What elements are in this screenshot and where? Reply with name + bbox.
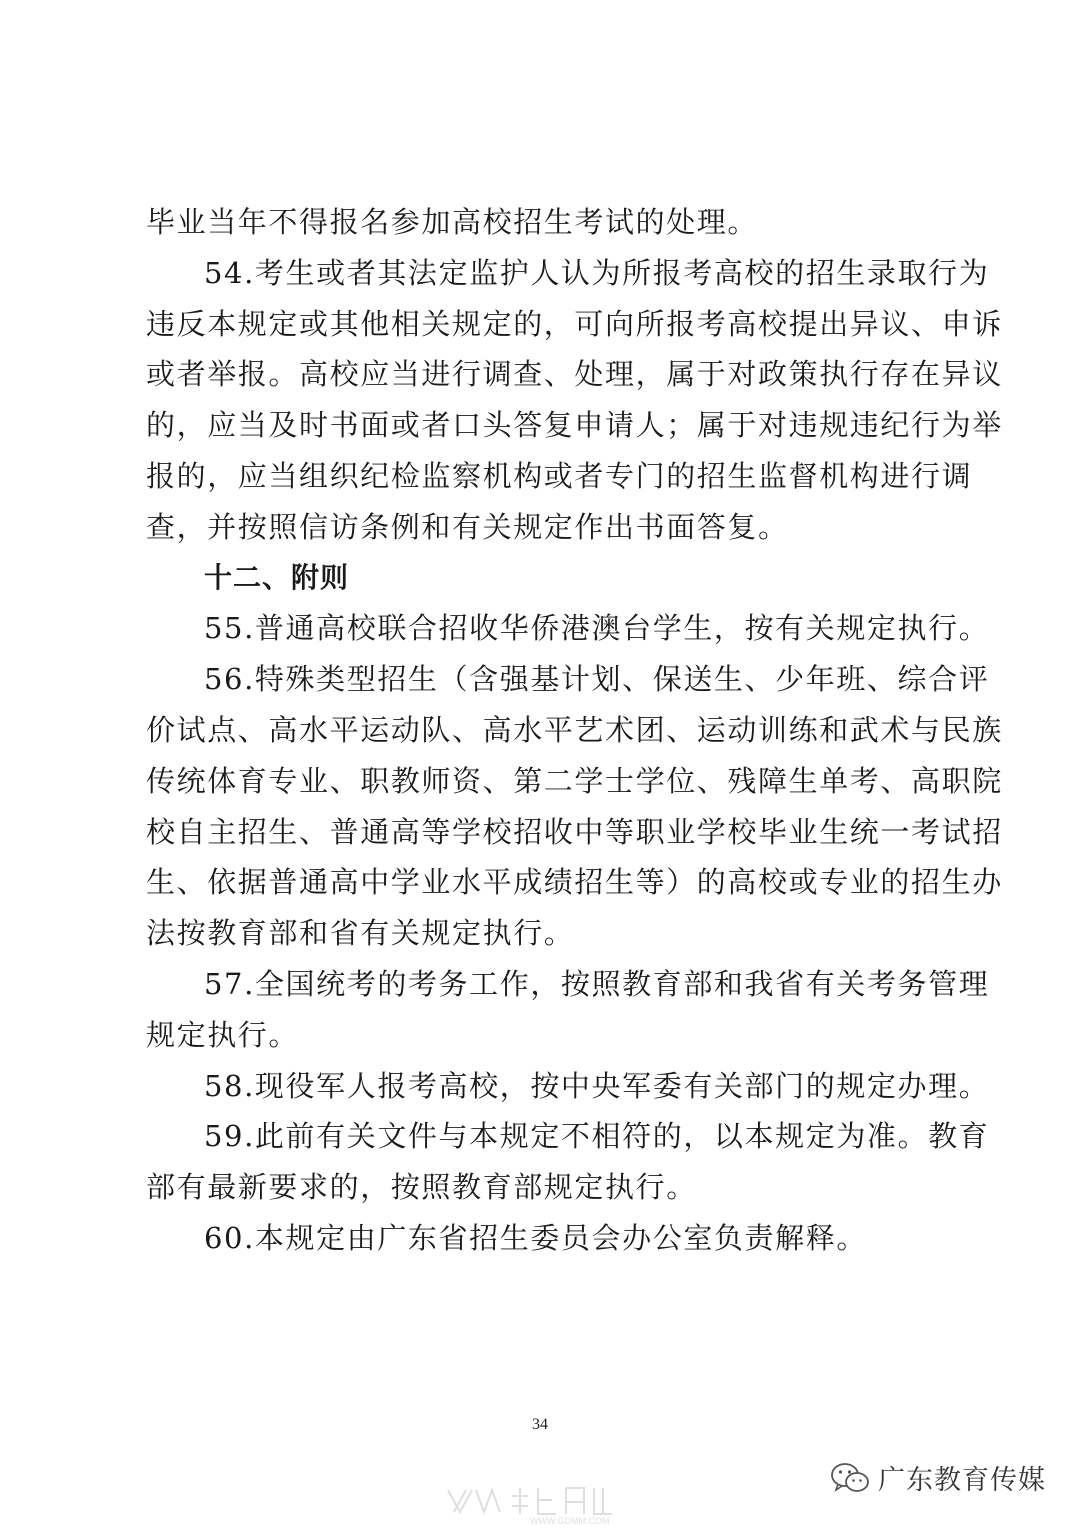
section-heading: 十二、附则: [204, 560, 350, 594]
gdmm-logo: [440, 1482, 650, 1526]
paragraph-line: 56.特殊类型招生（含强基计划、保送生、少年班、综合评: [204, 662, 990, 697]
paragraph-line: 价试点、高水平运动队、高水平艺术团、运动训练和武术与民族: [146, 712, 1003, 747]
paragraph-line: 法按教育部和省有关规定执行。: [146, 916, 575, 951]
paragraph-line: 的，应当及时书面或者口头答复申请人；属于对违规违纪行为举: [146, 408, 1003, 443]
paragraph-line: 毕业当年不得报名参加高校招生考试的处理。: [146, 205, 759, 239]
paragraph-line: 59.此前有关文件与本规定不相符的，以本规定为准。教育: [204, 1119, 990, 1154]
wechat-watermark: [830, 1458, 1046, 1497]
document-body: [146, 197, 1003, 1264]
paragraph-line: 规定执行。: [146, 1017, 300, 1052]
account-name: 广东教育传媒: [878, 1465, 1046, 1496]
paragraph-line: 54.考生或者其法定监护人认为所报考高校的招生录取行为: [204, 255, 990, 290]
paragraph-line: 校自主招生、普通高等学校招收中等职业学校毕业生统一考试招: [146, 814, 1003, 849]
site-url: WWW.GDMM.COM: [530, 1516, 610, 1526]
paragraph-line: 57.全国统考的考务工作，按照教育部和我省有关考务管理: [204, 966, 990, 1001]
paragraph-line: 58.现役军人报考高校，按中央军委有关部门的规定办理。: [204, 1068, 990, 1103]
paragraph-line: 55.普通高校联合招收华侨港澳台学生，按有关规定执行。: [204, 611, 990, 646]
wechat-icon: [830, 1461, 870, 1495]
page-number: 34: [532, 1416, 548, 1433]
paragraph-line: 部有最新要求的，按照教育部规定执行。: [146, 1170, 697, 1205]
paragraph-line: 生、依据普通高中学业水平成绩招生等）的高校或专业的招生办: [146, 865, 1003, 900]
paragraph-line: 传统体育专业、职教师资、第二学士学位、残障生单考、高职院: [146, 763, 1003, 798]
paragraph-line: 违反本规定或其他相关规定的，可向所报考高校提出异议、申诉: [146, 306, 1003, 341]
paragraph-line: 报的，应当组织纪检监察机构或者专门的招生监督机构进行调: [146, 458, 973, 493]
paragraph-line: 或者举报。高校应当进行调查、处理，属于对政策执行存在异议: [146, 357, 1003, 392]
paragraph-line: 60.本规定由广东省招生委员会办公室负责解释。: [204, 1220, 867, 1255]
paragraph-line: 查，并按照信访条例和有关规定作出书面答复。: [146, 509, 789, 544]
